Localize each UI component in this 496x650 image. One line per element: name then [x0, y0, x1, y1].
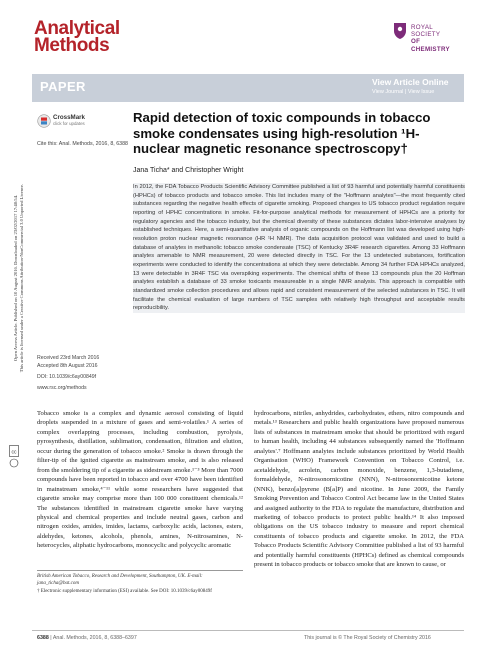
crossmark-label[interactable]: CrossMark	[53, 114, 85, 121]
cite-this: Cite this: Anal. Methods, 2016, 8, 6388	[37, 141, 128, 147]
crossmark-icon[interactable]	[37, 114, 51, 128]
body-column-right	[254, 409, 464, 570]
footer-divider	[32, 630, 464, 631]
page-number: 6388	[37, 635, 49, 641]
journal-logo	[34, 20, 120, 54]
rsc-logo	[392, 22, 450, 53]
view-journal-issue-links[interactable]: View Journal | View Issue	[372, 89, 435, 95]
open-access-icon	[9, 445, 19, 469]
body-column-left: Tobacco smoke is a complex and dynamic aerosol consisting of liquid droplets suspended in a mixture of gases and semi-volatiles.¹ A series of complex overlapping processes, including combustion, pyrolysis, pyrosynthesis, distillation, sublimation, condensation, filtration and elution, occur during the generation of tobacco smoke.² Smoke is drawn through the filter-tip of the ignited cigarette as mainstream smoke, and is also released from the smoldering tip of a cigarette as sidestream smoke.¹⁻³ More than 7000 compounds have been reported in tobacco and over 4700 have been identified in mainstream smoke,⁴⁻¹¹ while some researchers have suggested that cigarette smoke may comprise more than 100 000 constituent chemicals.¹² The substances identified in mainstream cigarette smoke have varying physical and chemical properties and include neutral gases, carbon and nitrogen oxides, amides, imides, lactams, carboxylic acids, lactones, esters, aldehydes, ketones, alcohols, phenols, amines, N-nitrosamines, N-heterocycles, aliphatic hydrocarbons, monocyclic and polycyclic aromatic	[37, 410, 243, 550]
footer-citation	[37, 635, 137, 641]
journal-name-line2: Methods	[34, 35, 110, 56]
sidebar-licence-line: This article is licensed under a Creative Commons Attribution-NonCommercial 3.0 Unported Licence.	[19, 183, 24, 373]
journal-name-line1: Analytical	[34, 18, 120, 39]
esi-footnote: † Electronic supplementary information (ESI) available. See DOI: 10.1039/c6ay00849f	[37, 588, 212, 594]
affiliation-footnote: British American Tobacco, Research and Development, Southampton, UK. E-mail: jana_ticha@bat.com	[37, 574, 203, 587]
body-right-text: hydrocarbons, nitriles, anhydrides, carbohydrates, ethers, nitro compounds and metals.¹³ Researchers and public health organizations have proposed numerous lists of substances in mainstream smoke that should be prioritized with regard to human health, including 44 substances subsequently named the 'Hoffmann analytes'.⁷ Hoffmann analytes include substances prioritized by World Health Organisation (WHO) Framework Convention on Tobacco Control, i.e. acetaldehyde, acrolein, carbon monoxide, benzene, 1,3-butadiene, formaldehyde, N-nitrosonornicotine (NNN), N-nitrosonornicotine ketone (NNK), benzo[a]pyrene (B[a]P) and nicotine. In June 2009, the Family Smoking Prevention and Tobacco Control Act became law in the United States and assigned authority to the FDA to regulate the manufacture, distribution and marketing of tobacco products to protect public health.¹⁴ It also imposed obligations on the US tobacco industry to measure and report chemical constituents of tobacco products and cigarette smoke. In 2012, the FDA Tobacco Products Scientific Advisory Committee published a list of 93 harmful and potentially harmful constituents (HPHCs) defined as chemical compounds present in tobacco products or tobacco smoke that are known to cause, or	[254, 410, 464, 569]
article-authors: Jana Ticha* and Christopher Wright	[133, 167, 244, 174]
view-article-online-link[interactable]: View Article Online	[372, 77, 449, 87]
journal-website[interactable]: www.rsc.org/methods	[37, 385, 87, 391]
rsc-crest-icon	[392, 22, 408, 40]
sidebar-publish-line: Open Access Article. Published on 10 August 2016. Downloaded on 23/02/2017 17:48:54.	[13, 194, 18, 362]
crossmark-sub[interactable]: click for updates	[53, 121, 85, 126]
abstract: In 2012, the FDA Tobacco Products Scientific Advisory Committee published a list of 93 harmful and potentially harmful constituents (HPHCs) of tobacco products and tobacco smoke. This list includes many of the "Hoffmann analytes"—the most frequently cited substances regarding the negative health effects of cigarette smoking. Proposed changes to US tobacco product regulation require reporting of HPHC concentrations in smoke. Fit-for-purpose analytical methods for measurement of HPHCs are a priority for regulatory agencies and the tobacco industry, but the chemical diversity of these substances dictates labor-intensive analyses by established techniques. Here, a semi-quantitative analysis of organic compounds on the Hoffmann list was developed using high-resolution proton nuclear magnetic resonance (HR ¹H NMR). The data acquisition protocol was validated and used to build a database of analytes in methanolic tobacco smoke condensate (TSC) of Kentucky 3R4F research cigarettes. Among 33 Hoffmann analytes amenable to NMR measurement, 20 were detected directly in TSC. For the 13 undetected substances, fortification experiments were conducted to identify the concentrations at which they were detectable. Among 34 further FDA HPHCs analyzed, 13 were detectable in 3R4F TSC via overspiking experiments. The chemical shifts of these 13 compounds plus the 20 Hoffman analytes establish a database of 33 smoke toxicants measureable in a single NMR analysis. This approach is compatible with standardized smoke collection procedures and allows rapid and consistent measurement of the selected substances in TSC. It will facilitate the chemical evaluation of large numbers of TSC samples with relatively high throughput and acceptable results reproducibility.	[133, 184, 465, 312]
doi[interactable]: DOI: 10.1039/c6ay00849f	[37, 374, 97, 380]
open-access-badges	[9, 445, 19, 474]
article-type-label: PAPER	[40, 79, 86, 94]
rsc-name-line2: OF CHEMISTRY	[411, 38, 450, 53]
article-title: Rapid detection of toxic compounds in tobacco smoke condensates using high-resolution ¹H-nuclear magnetic resonance spectroscopy†	[133, 110, 431, 156]
footnote-divider	[37, 570, 243, 571]
svg-text:cc: cc	[11, 449, 17, 456]
footer-copyright: This journal is © The Royal Society of Chemistry 2016	[304, 635, 431, 641]
footnotes	[37, 573, 243, 595]
accepted-date: Accepted 8th August 2016	[37, 363, 98, 369]
licence-sidebar	[4, 78, 34, 478]
received-date: Received 23rd March 2016	[37, 355, 100, 361]
footer-journal-ref: | Anal. Methods, 2016, 8, 6388–6397	[50, 635, 137, 641]
rsc-name-line1: ROYAL SOCIETY	[411, 24, 441, 39]
